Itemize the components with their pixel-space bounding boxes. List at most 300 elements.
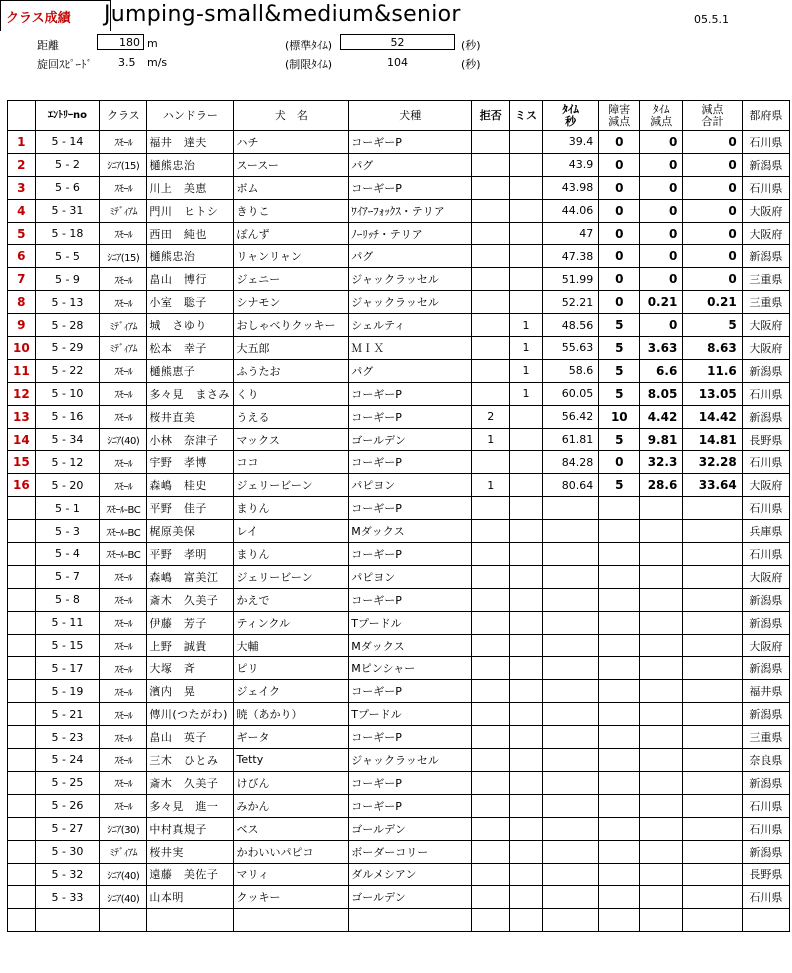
- obstacle-penalty-cell: [599, 611, 640, 634]
- class-cell: ﾐﾃﾞｨｱﾑ: [100, 314, 147, 337]
- rank-cell: 8: [8, 291, 36, 314]
- handler-cell: 梶原美保: [147, 520, 234, 543]
- class-cell: ｼﾆｱ(40): [100, 863, 147, 886]
- total-penalty-cell: [683, 520, 742, 543]
- miss-cell: [510, 153, 543, 176]
- breed-cell: Mピンシャー: [349, 657, 472, 680]
- prefecture-cell: 大阪府: [742, 314, 789, 337]
- total-penalty-cell: [683, 909, 742, 932]
- time-cell: 84.28: [542, 451, 598, 474]
- table-row: [8, 726, 790, 749]
- prefecture-cell: 三重県: [742, 291, 789, 314]
- entry-no-cell: 5 - 3: [35, 520, 100, 543]
- total-penalty-cell: [683, 703, 742, 726]
- time-cell: [542, 680, 598, 703]
- time-cell: 60.05: [542, 382, 598, 405]
- refusal-cell: [472, 543, 510, 566]
- handler-cell: 平野 佳子: [147, 497, 234, 520]
- total-penalty-cell: [683, 657, 742, 680]
- prefecture-cell: 新潟県: [742, 771, 789, 794]
- class-cell: ｽﾓｰﾙ: [100, 268, 147, 291]
- time-cell: 47.38: [542, 245, 598, 268]
- table-row: [8, 382, 790, 405]
- total-penalty-cell: [683, 497, 742, 520]
- col-time-penalty: ﾀｲﾑ 減点: [640, 101, 683, 131]
- time-penalty-cell: [640, 771, 683, 794]
- time-penalty-cell: 4.42: [640, 405, 683, 428]
- entry-no-cell: 5 - 20: [35, 474, 100, 497]
- obstacle-penalty-cell: [599, 497, 640, 520]
- rank-cell: [8, 749, 36, 772]
- dog-name-cell: けびん: [234, 771, 349, 794]
- miss-cell: [510, 245, 543, 268]
- refusal-cell: [472, 153, 510, 176]
- total-penalty-cell: 5: [683, 314, 742, 337]
- entry-no-cell: 5 - 4: [35, 543, 100, 566]
- breed-cell: パピヨン: [349, 474, 472, 497]
- table-row: [8, 909, 790, 932]
- total-penalty-cell: 0: [683, 199, 742, 222]
- miss-cell: [510, 680, 543, 703]
- dog-name-cell: マリィ: [234, 863, 349, 886]
- prefecture-cell: 長野県: [742, 428, 789, 451]
- handler-cell: 平野 孝明: [147, 543, 234, 566]
- miss-cell: [510, 222, 543, 245]
- breed-cell: ジャックラッセル: [349, 291, 472, 314]
- miss-cell: [510, 565, 543, 588]
- dog-name-cell: くり: [234, 382, 349, 405]
- table-row: [8, 840, 790, 863]
- class-cell: ｽﾓｰﾙ: [100, 222, 147, 245]
- prefecture-cell: [742, 909, 789, 932]
- refusal-cell: [472, 886, 510, 909]
- rank-cell: 6: [8, 245, 36, 268]
- prefecture-cell: 大阪府: [742, 222, 789, 245]
- time-penalty-cell: 0: [640, 153, 683, 176]
- miss-cell: [510, 428, 543, 451]
- table-row: [8, 611, 790, 634]
- table-row: [8, 268, 790, 291]
- breed-cell: ジャックラッセル: [349, 268, 472, 291]
- handler-cell: 樋熊忠治: [147, 245, 234, 268]
- dog-name-cell: おしゃべりクッキー: [234, 314, 349, 337]
- table-row: [8, 657, 790, 680]
- time-cell: 55.63: [542, 337, 598, 360]
- total-penalty-cell: 8.63: [683, 337, 742, 360]
- time-cell: 44.06: [542, 199, 598, 222]
- prefecture-cell: 大阪府: [742, 634, 789, 657]
- breed-cell: ゴールデン: [349, 428, 472, 451]
- entry-no-cell: 5 - 1: [35, 497, 100, 520]
- prefecture-cell: 新潟県: [742, 611, 789, 634]
- breed-cell: ゴールデン: [349, 817, 472, 840]
- miss-cell: [510, 726, 543, 749]
- rank-cell: 5: [8, 222, 36, 245]
- obstacle-penalty-cell: [599, 749, 640, 772]
- dog-name-cell: ジェイク: [234, 680, 349, 703]
- table-row: [8, 428, 790, 451]
- class-cell: ｽﾓｰﾙ: [100, 680, 147, 703]
- time-cell: 39.4: [542, 131, 598, 154]
- prefecture-cell: 新潟県: [742, 153, 789, 176]
- refusal-cell: [472, 634, 510, 657]
- obstacle-penalty-cell: [599, 771, 640, 794]
- prefecture-cell: 福井県: [742, 680, 789, 703]
- refusal-cell: [472, 131, 510, 154]
- miss-cell: [510, 771, 543, 794]
- std-time-label: (標準ﾀｲﾑ): [285, 39, 333, 52]
- prefecture-cell: 新潟県: [742, 588, 789, 611]
- entry-no-cell: 5 - 29: [35, 337, 100, 360]
- obstacle-penalty-cell: 5: [599, 382, 640, 405]
- breed-cell: コーギーP: [349, 405, 472, 428]
- handler-cell: 宇野 孝博: [147, 451, 234, 474]
- time-penalty-cell: 0.21: [640, 291, 683, 314]
- breed-cell: ボーダーコリー: [349, 840, 472, 863]
- table-row: [8, 588, 790, 611]
- refusal-cell: [472, 565, 510, 588]
- table-row: [8, 680, 790, 703]
- class-cell: ｽﾓｰﾙ: [100, 565, 147, 588]
- time-penalty-cell: [640, 520, 683, 543]
- breed-cell: ﾉｰﾘｯﾁ・テリア: [349, 222, 472, 245]
- time-cell: 52.21: [542, 291, 598, 314]
- miss-cell: 1: [510, 314, 543, 337]
- table-row: [8, 863, 790, 886]
- refusal-cell: [472, 337, 510, 360]
- rank-cell: [8, 817, 36, 840]
- obstacle-penalty-cell: 0: [599, 176, 640, 199]
- time-penalty-cell: 0: [640, 199, 683, 222]
- miss-cell: [510, 291, 543, 314]
- obstacle-penalty-cell: 10: [599, 405, 640, 428]
- refusal-cell: 1: [472, 474, 510, 497]
- time-cell: 58.6: [542, 359, 598, 382]
- entry-no-cell: 5 - 25: [35, 771, 100, 794]
- prefecture-cell: 新潟県: [742, 405, 789, 428]
- class-cell: ｽﾓｰﾙ-BC: [100, 520, 147, 543]
- breed-cell: ゴールデン: [349, 886, 472, 909]
- entry-no-cell: 5 - 2: [35, 153, 100, 176]
- obstacle-penalty-cell: 5: [599, 337, 640, 360]
- time-penalty-cell: 0: [640, 222, 683, 245]
- breed-cell: Tプードル: [349, 703, 472, 726]
- class-cell: ｽﾓｰﾙ: [100, 176, 147, 199]
- dog-name-cell: リャンリャン: [234, 245, 349, 268]
- time-penalty-cell: 0: [640, 131, 683, 154]
- refusal-cell: [472, 840, 510, 863]
- breed-cell: パピヨン: [349, 565, 472, 588]
- refusal-cell: [472, 794, 510, 817]
- total-penalty-cell: 0: [683, 176, 742, 199]
- breed-cell: Mダックス: [349, 634, 472, 657]
- class-cell: ｽﾓｰﾙ: [100, 611, 147, 634]
- refusal-cell: [472, 817, 510, 840]
- obstacle-penalty-cell: [599, 840, 640, 863]
- time-cell: [542, 520, 598, 543]
- rank-cell: 14: [8, 428, 36, 451]
- dog-name-cell: まりん: [234, 497, 349, 520]
- rank-cell: [8, 703, 36, 726]
- handler-cell: 多々見 まさみ: [147, 382, 234, 405]
- time-cell: [542, 817, 598, 840]
- class-cell: ｽﾓｰﾙ-BC: [100, 543, 147, 566]
- rank-cell: 15: [8, 451, 36, 474]
- dog-name-cell: 大輔: [234, 634, 349, 657]
- dog-name-cell: [234, 909, 349, 932]
- rank-cell: [8, 886, 36, 909]
- obstacle-penalty-cell: [599, 565, 640, 588]
- total-penalty-cell: 0: [683, 245, 742, 268]
- handler-cell: 福井 達夫: [147, 131, 234, 154]
- breed-cell: コーギーP: [349, 726, 472, 749]
- miss-cell: [510, 840, 543, 863]
- dog-name-cell: マックス: [234, 428, 349, 451]
- prefecture-cell: 三重県: [742, 726, 789, 749]
- dog-name-cell: ハチ: [234, 131, 349, 154]
- breed-cell: コーギーP: [349, 588, 472, 611]
- refusal-cell: [472, 176, 510, 199]
- entry-no-cell: 5 - 24: [35, 749, 100, 772]
- prefecture-cell: 石川県: [742, 131, 789, 154]
- obstacle-penalty-cell: [599, 680, 640, 703]
- prefecture-cell: 大阪府: [742, 474, 789, 497]
- col-dog: 犬 名: [234, 101, 349, 131]
- time-penalty-cell: 8.05: [640, 382, 683, 405]
- handler-cell: 門川 ヒトシ: [147, 199, 234, 222]
- prefecture-cell: 新潟県: [742, 657, 789, 680]
- entry-no-cell: 5 - 26: [35, 794, 100, 817]
- obstacle-penalty-cell: 0: [599, 245, 640, 268]
- event-date: 05.5.1: [694, 13, 729, 26]
- obstacle-penalty-cell: [599, 909, 640, 932]
- rank-cell: [8, 588, 36, 611]
- obstacle-penalty-cell: [599, 657, 640, 680]
- time-penalty-cell: 0: [640, 176, 683, 199]
- entry-no-cell: 5 - 11: [35, 611, 100, 634]
- refusal-cell: [472, 520, 510, 543]
- time-cell: [542, 703, 598, 726]
- handler-cell: 小林 奈津子: [147, 428, 234, 451]
- rank-cell: [8, 543, 36, 566]
- refusal-cell: [472, 726, 510, 749]
- prefecture-cell: 石川県: [742, 794, 789, 817]
- col-refusal: 拒否: [472, 101, 510, 131]
- miss-cell: [510, 794, 543, 817]
- breed-cell: Mダックス: [349, 520, 472, 543]
- class-cell: ｼﾆｱ(40): [100, 428, 147, 451]
- refusal-cell: [472, 291, 510, 314]
- handler-cell: 中村真規子: [147, 817, 234, 840]
- entry-no-cell: 5 - 30: [35, 840, 100, 863]
- dog-name-cell: かえで: [234, 588, 349, 611]
- time-penalty-cell: [640, 497, 683, 520]
- prefecture-cell: 奈良県: [742, 749, 789, 772]
- total-penalty-cell: [683, 749, 742, 772]
- obstacle-penalty-cell: 5: [599, 359, 640, 382]
- rank-cell: [8, 771, 36, 794]
- breed-cell: ダルメシアン: [349, 863, 472, 886]
- entry-no-cell: 5 - 15: [35, 634, 100, 657]
- class-cell: ｼﾆｱ(15): [100, 245, 147, 268]
- time-penalty-cell: 6.6: [640, 359, 683, 382]
- refusal-cell: [472, 703, 510, 726]
- prefecture-cell: 新潟県: [742, 840, 789, 863]
- breed-cell: ジャックラッセル: [349, 749, 472, 772]
- refusal-cell: [472, 199, 510, 222]
- time-penalty-cell: [640, 863, 683, 886]
- handler-cell: 畠山 博行: [147, 268, 234, 291]
- time-cell: [542, 657, 598, 680]
- rank-cell: 3: [8, 176, 36, 199]
- table-row: [8, 565, 790, 588]
- obstacle-penalty-cell: [599, 634, 640, 657]
- time-penalty-cell: [640, 749, 683, 772]
- refusal-cell: [472, 588, 510, 611]
- obstacle-penalty-cell: 0: [599, 199, 640, 222]
- refusal-cell: 2: [472, 405, 510, 428]
- refusal-cell: [472, 680, 510, 703]
- class-cell: ｽﾓｰﾙ: [100, 131, 147, 154]
- handler-cell: 濱内 晃: [147, 680, 234, 703]
- time-penalty-cell: [640, 680, 683, 703]
- miss-cell: [510, 474, 543, 497]
- breed-cell: コーギーP: [349, 794, 472, 817]
- rank-cell: [8, 657, 36, 680]
- time-cell: 47: [542, 222, 598, 245]
- total-penalty-cell: [683, 817, 742, 840]
- dog-name-cell: きりこ: [234, 199, 349, 222]
- breed-cell: パグ: [349, 359, 472, 382]
- dog-name-cell: ココ: [234, 451, 349, 474]
- refusal-cell: [472, 909, 510, 932]
- time-penalty-cell: [640, 634, 683, 657]
- rank-cell: [8, 863, 36, 886]
- handler-cell: 樋熊恵子: [147, 359, 234, 382]
- table-row: [8, 497, 790, 520]
- prefecture-cell: 新潟県: [742, 703, 789, 726]
- refusal-cell: [472, 222, 510, 245]
- entry-no-cell: 5 - 10: [35, 382, 100, 405]
- table-row: [8, 314, 790, 337]
- miss-cell: [510, 611, 543, 634]
- handler-cell: 松本 幸子: [147, 337, 234, 360]
- std-time-unit: (秒): [461, 39, 481, 52]
- dog-name-cell: Tetty: [234, 749, 349, 772]
- rank-cell: [8, 565, 36, 588]
- handler-cell: 遠藤 美佐子: [147, 863, 234, 886]
- time-cell: [542, 543, 598, 566]
- obstacle-penalty-cell: [599, 886, 640, 909]
- prefecture-cell: 兵庫県: [742, 520, 789, 543]
- rank-cell: 13: [8, 405, 36, 428]
- miss-cell: [510, 817, 543, 840]
- refusal-cell: [472, 749, 510, 772]
- time-cell: 51.99: [542, 268, 598, 291]
- dog-name-cell: ジェリービーン: [234, 474, 349, 497]
- entry-no-cell: 5 - 9: [35, 268, 100, 291]
- prefecture-cell: 三重県: [742, 268, 789, 291]
- entry-no-cell: 5 - 34: [35, 428, 100, 451]
- miss-cell: [510, 588, 543, 611]
- col-class: クラス: [100, 101, 147, 131]
- handler-cell: 小室 聡子: [147, 291, 234, 314]
- entry-no-cell: 5 - 12: [35, 451, 100, 474]
- total-penalty-cell: 13.05: [683, 382, 742, 405]
- entry-no-cell: 5 - 32: [35, 863, 100, 886]
- table-row: [8, 749, 790, 772]
- entry-no-cell: 5 - 17: [35, 657, 100, 680]
- rank-cell: [8, 909, 36, 932]
- rank-cell: 10: [8, 337, 36, 360]
- time-cell: [542, 886, 598, 909]
- limit-time-unit: (秒): [461, 58, 481, 71]
- entry-no-cell: 5 - 31: [35, 199, 100, 222]
- handler-cell: 多々見 進一: [147, 794, 234, 817]
- rank-cell: [8, 634, 36, 657]
- refusal-cell: [472, 359, 510, 382]
- time-cell: 80.64: [542, 474, 598, 497]
- handler-cell: 樋熊忠治: [147, 153, 234, 176]
- breed-cell: コーギーP: [349, 131, 472, 154]
- entry-no-cell: [35, 909, 100, 932]
- total-penalty-cell: 0: [683, 153, 742, 176]
- class-cell: ｼﾆｱ(15): [100, 153, 147, 176]
- refusal-cell: [472, 268, 510, 291]
- obstacle-penalty-cell: 0: [599, 131, 640, 154]
- time-cell: 48.56: [542, 314, 598, 337]
- col-breed: 犬種: [349, 101, 472, 131]
- table-row: [8, 222, 790, 245]
- dog-name-cell: ティンクル: [234, 611, 349, 634]
- rank-cell: 4: [8, 199, 36, 222]
- miss-cell: [510, 497, 543, 520]
- handler-cell: 川上 美恵: [147, 176, 234, 199]
- handler-cell: 森嶋 桂史: [147, 474, 234, 497]
- total-penalty-cell: [683, 611, 742, 634]
- obstacle-penalty-cell: [599, 794, 640, 817]
- time-penalty-cell: 0: [640, 268, 683, 291]
- speed-unit: m/s: [147, 56, 168, 69]
- time-penalty-cell: [640, 886, 683, 909]
- refusal-cell: [472, 657, 510, 680]
- dog-name-cell: かわいいパピコ: [234, 840, 349, 863]
- breed-cell: コーギーP: [349, 176, 472, 199]
- obstacle-penalty-cell: [599, 863, 640, 886]
- miss-cell: [510, 543, 543, 566]
- header-row: [8, 101, 790, 131]
- breed-cell: パグ: [349, 153, 472, 176]
- dog-name-cell: スースー: [234, 153, 349, 176]
- time-penalty-cell: [640, 840, 683, 863]
- breed-cell: シェルティ: [349, 314, 472, 337]
- class-cell: ｽﾓｰﾙ: [100, 474, 147, 497]
- prefecture-cell: 大阪府: [742, 337, 789, 360]
- dog-name-cell: うえる: [234, 405, 349, 428]
- breed-cell: ﾜｲｱｰﾌｫｯｸｽ・テリア: [349, 199, 472, 222]
- obstacle-penalty-cell: 5: [599, 314, 640, 337]
- time-cell: [542, 565, 598, 588]
- time-penalty-cell: [640, 817, 683, 840]
- dog-name-cell: ベス: [234, 817, 349, 840]
- breed-cell: コーギーP: [349, 497, 472, 520]
- dog-name-cell: ジェニー: [234, 268, 349, 291]
- miss-cell: [510, 657, 543, 680]
- entry-no-cell: 5 - 13: [35, 291, 100, 314]
- entry-no-cell: 5 - 27: [35, 817, 100, 840]
- total-penalty-cell: [683, 543, 742, 566]
- rank-cell: 12: [8, 382, 36, 405]
